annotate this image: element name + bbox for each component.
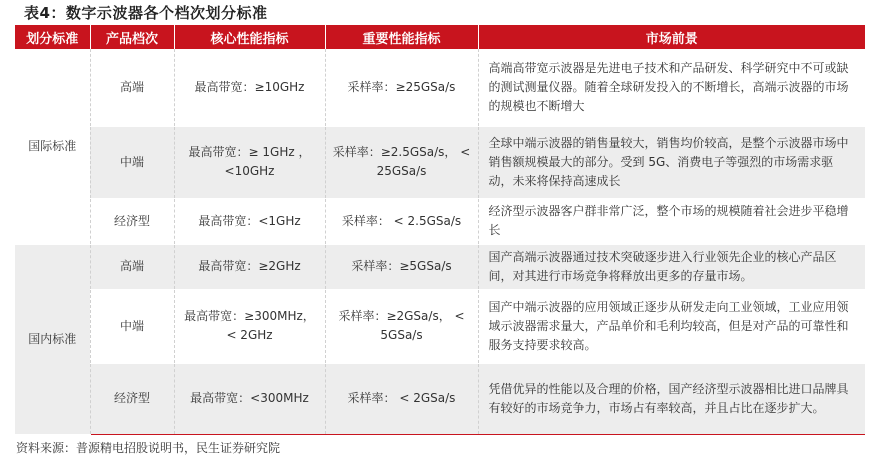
core-metric-cell: 最高带宽：≥300MHz， < 2GHz	[174, 289, 325, 363]
table-row	[15, 363, 865, 434]
core-metric-cell: 最高带宽：≥ 1GHz ，<10GHz	[174, 126, 325, 198]
important-metric-cell: 采样率： < 2.5GSa/s	[325, 198, 478, 244]
table-row	[15, 289, 865, 363]
grade-cell: 高端	[90, 49, 174, 126]
grade-cell: 中端	[90, 126, 174, 198]
important-metric-cell: 采样率：≥2GSa/s， < 5GSa/s	[325, 289, 478, 363]
header-cell-market-outlook: 市场前景	[478, 25, 865, 49]
important-metric-cell: 采样率： < 2GSa/s	[325, 363, 478, 434]
important-metric-cell: 采样率：≥25GSa/s	[325, 49, 478, 126]
header-cell-core-metric: 核心性能指标	[174, 25, 325, 49]
important-metric-cell: 采样率：≥2.5GSa/s， < 25GSa/s	[325, 126, 478, 198]
table-row	[15, 198, 865, 244]
important-metric-cell: 采样率：≥5GSa/s	[325, 244, 478, 289]
outlook-cell: 国产中端示波器的应用领域正逐步从研发走向工业领域，工业应用领域示波器需求量大，产品单价和毛利均较高，但是对产品的可靠性和服务支持要求较高。	[478, 289, 865, 363]
grade-cell: 经济型	[90, 198, 174, 244]
core-metric-cell: 最高带宽：≥2GHz	[174, 244, 325, 289]
core-metric-cell: 最高带宽：<300MHz	[174, 363, 325, 434]
header-cell-standard: 划分标准	[15, 25, 90, 49]
core-metric-cell: 最高带宽：≥10GHz	[174, 49, 325, 126]
outlook-cell: 全球中端示波器的销售量较大，销售均价较高，是整个示波器市场中销售额规模最大的部分。受到 5G、消费电子等强烈的市场需求驱动，未来将保持高速成长	[478, 126, 865, 198]
header-cell-important-metric: 重要性能指标	[325, 25, 478, 49]
outlook-cell: 高端高带宽示波器是先进电子技术和产品研发、科学研究中不可或缺的测试测量仪器。随着全球研发投入的不断增长，高端示波器的市场的规模也不断增大	[478, 49, 865, 126]
table-row	[15, 244, 865, 289]
group-cell-domestic: 国内标准	[15, 244, 90, 434]
table-row	[15, 49, 865, 126]
outlook-cell: 凭借优异的性能以及合理的价格，国产经济型示波器相比进口品牌具有较好的市场竞争力，市场占有率较高，并且占比在逐步扩大。	[478, 363, 865, 434]
source-note: 资料来源：普源精电招股说明书，民生证券研究院	[16, 441, 281, 455]
table-row	[15, 126, 865, 198]
table-title: 表4：数字示波器各个档次划分标准	[24, 4, 268, 22]
grade-cell: 中端	[90, 289, 174, 363]
grade-cell: 经济型	[90, 363, 174, 434]
core-metric-cell: 最高带宽：<1GHz	[174, 198, 325, 244]
grade-cell: 高端	[90, 244, 174, 289]
header-row	[15, 25, 865, 49]
group-cell-international: 国际标准	[15, 49, 90, 244]
outlook-cell: 经济型示波器客户群非常广泛，整个市场的规模随着社会进步平稳增长	[478, 198, 865, 244]
header-cell-grade: 产品档次	[90, 25, 174, 49]
grading-table	[15, 25, 865, 435]
outlook-cell: 国产高端示波器通过技术突破逐步进入行业领先企业的核心产品区间，对其进行市场竞争将释放出更多的存量市场。	[478, 244, 865, 289]
